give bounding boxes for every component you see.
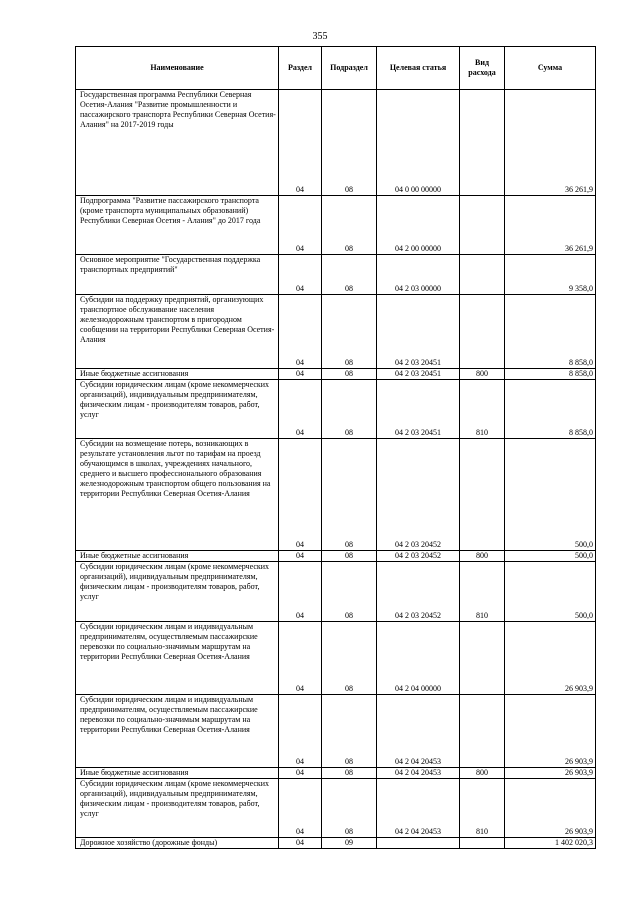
row-subsection: 08 [322, 695, 377, 768]
row-name: Субсидии на возмещение потерь, возникающих в результате установления льгот по тарифам на проезд обучающимся в школах, учреждениях начального, среднего и высшего профессионального образования железнодорожным транспортом общего пользования на территории Республики Северная Осетия-Алания [76, 439, 279, 551]
row-amount: 500,0 [505, 439, 596, 551]
row-expense-type [460, 295, 505, 369]
table-row [76, 196, 596, 255]
header-amount: Сумма [505, 47, 596, 90]
row-section: 04 [279, 255, 322, 295]
row-subsection: 08 [322, 369, 377, 380]
row-expense-type: 800 [460, 551, 505, 562]
row-subsection: 08 [322, 380, 377, 439]
header-name: Наименование [76, 47, 279, 90]
row-section: 04 [279, 562, 322, 622]
row-target-article: 04 2 04 20453 [377, 695, 460, 768]
row-section: 04 [279, 295, 322, 369]
row-amount: 26 903,9 [505, 622, 596, 695]
row-name: Субсидии юридическим лицам и индивидуальным предпринимателям, осуществляемым пассажирские перевозки по социально-значимым маршрутам на территории Республики Северная Осетия-Алания [76, 695, 279, 768]
row-name: Субсидии на поддержку предприятий, организующих транспортное обслуживание населения железнодорожным транспортом в пригородном сообщении на территории Республики Северная Осетия-Алания [76, 295, 279, 369]
row-section: 04 [279, 369, 322, 380]
row-expense-type [460, 622, 505, 695]
table-row [76, 380, 596, 439]
row-section: 04 [279, 439, 322, 551]
row-expense-type: 810 [460, 779, 505, 838]
row-subsection: 08 [322, 562, 377, 622]
table-row [76, 695, 596, 768]
row-subsection: 08 [322, 196, 377, 255]
row-name: Подпрограмма "Развитие пассажирского транспорта (кроме транспорта муниципальных образований) Республики Северная Осетия - Алания" до 2017 года [76, 196, 279, 255]
row-subsection: 08 [322, 255, 377, 295]
row-name: Субсидии юридическим лицам (кроме некоммерческих организаций), индивидуальным предпринимателям, физическим лицам - производителям товаров, работ, услуг [76, 380, 279, 439]
row-target-article: 04 2 00 00000 [377, 196, 460, 255]
table-row [76, 562, 596, 622]
row-expense-type [460, 695, 505, 768]
row-expense-type: 810 [460, 380, 505, 439]
row-amount: 9 358,0 [505, 255, 596, 295]
row-amount: 36 261,9 [505, 90, 596, 196]
row-name: Иные бюджетные ассигнования [76, 768, 279, 779]
row-expense-type: 800 [460, 768, 505, 779]
header-expense-type: Вид расхода [460, 47, 505, 90]
row-amount: 8 858,0 [505, 295, 596, 369]
row-name: Субсидии юридическим лицам (кроме некоммерческих организаций), индивидуальным предпринимателям, физическим лицам - производителям товаров, работ, услуг [76, 779, 279, 838]
row-expense-type [460, 196, 505, 255]
table-row [76, 369, 596, 380]
row-expense-type [460, 255, 505, 295]
table-row [76, 295, 596, 369]
table-row [76, 768, 596, 779]
row-subsection: 09 [322, 838, 377, 849]
row-subsection: 08 [322, 622, 377, 695]
row-amount: 1 402 020,3 [505, 838, 596, 849]
header-subsection: Подраздел [322, 47, 377, 90]
row-expense-type [460, 439, 505, 551]
row-expense-type: 810 [460, 562, 505, 622]
row-expense-type: 800 [460, 369, 505, 380]
row-name: Иные бюджетные ассигнования [76, 551, 279, 562]
row-target-article: 04 2 04 20453 [377, 768, 460, 779]
row-subsection: 08 [322, 295, 377, 369]
row-target-article [377, 838, 460, 849]
row-target-article: 04 2 03 00000 [377, 255, 460, 295]
table-row [76, 779, 596, 838]
row-section: 04 [279, 779, 322, 838]
row-amount: 26 903,9 [505, 779, 596, 838]
row-subsection: 08 [322, 551, 377, 562]
row-section: 04 [279, 622, 322, 695]
row-expense-type [460, 838, 505, 849]
row-amount: 500,0 [505, 551, 596, 562]
table-row [76, 622, 596, 695]
row-subsection: 08 [322, 439, 377, 551]
row-amount: 26 903,9 [505, 695, 596, 768]
budget-table [75, 46, 596, 849]
row-amount: 26 903,9 [505, 768, 596, 779]
row-target-article: 04 2 03 20452 [377, 562, 460, 622]
row-amount: 8 858,0 [505, 369, 596, 380]
row-section: 04 [279, 838, 322, 849]
row-amount: 36 261,9 [505, 196, 596, 255]
table-row [76, 255, 596, 295]
row-name: Иные бюджетные ассигнования [76, 369, 279, 380]
row-name: Основное мероприятие "Государственная поддержка транспортных предприятий" [76, 255, 279, 295]
row-amount: 8 858,0 [505, 380, 596, 439]
row-target-article: 04 2 03 20451 [377, 295, 460, 369]
row-name: Государственная программа Республики Северная Осетия-Алания "Развитие промышленности и пассажирского транспорта Республики Северная Осетия-Алания" на 2017-2019 годы [76, 90, 279, 196]
header-section: Раздел [279, 47, 322, 90]
row-target-article: 04 2 03 20451 [377, 369, 460, 380]
table-row [76, 90, 596, 196]
row-section: 04 [279, 90, 322, 196]
header-target-article: Целевая статья [377, 47, 460, 90]
row-target-article: 04 0 00 00000 [377, 90, 460, 196]
row-subsection: 08 [322, 768, 377, 779]
table-row [76, 551, 596, 562]
row-section: 04 [279, 196, 322, 255]
row-section: 04 [279, 551, 322, 562]
row-target-article: 04 2 03 20452 [377, 439, 460, 551]
page-number: 355 [312, 31, 328, 42]
row-target-article: 04 2 04 00000 [377, 622, 460, 695]
table-row [76, 439, 596, 551]
row-name: Субсидии юридическим лицам и индивидуальным предпринимателям, осуществляемым пассажирские перевозки по социально-значимым маршрутам на территории Республики Северная Осетия-Алания [76, 622, 279, 695]
row-subsection: 08 [322, 90, 377, 196]
table-row [76, 838, 596, 849]
row-name: Дорожное хозяйство (дорожные фонды) [76, 838, 279, 849]
row-section: 04 [279, 768, 322, 779]
table-header-row [76, 47, 596, 90]
table-body [76, 90, 596, 849]
row-amount: 500,0 [505, 562, 596, 622]
row-target-article: 04 2 04 20453 [377, 779, 460, 838]
row-target-article: 04 2 03 20451 [377, 380, 460, 439]
row-expense-type [460, 90, 505, 196]
row-section: 04 [279, 695, 322, 768]
row-target-article: 04 2 03 20452 [377, 551, 460, 562]
row-section: 04 [279, 380, 322, 439]
row-name: Субсидии юридическим лицам (кроме некоммерческих организаций), индивидуальным предпринимателям, физическим лицам - производителям товаров, работ, услуг [76, 562, 279, 622]
row-subsection: 08 [322, 779, 377, 838]
